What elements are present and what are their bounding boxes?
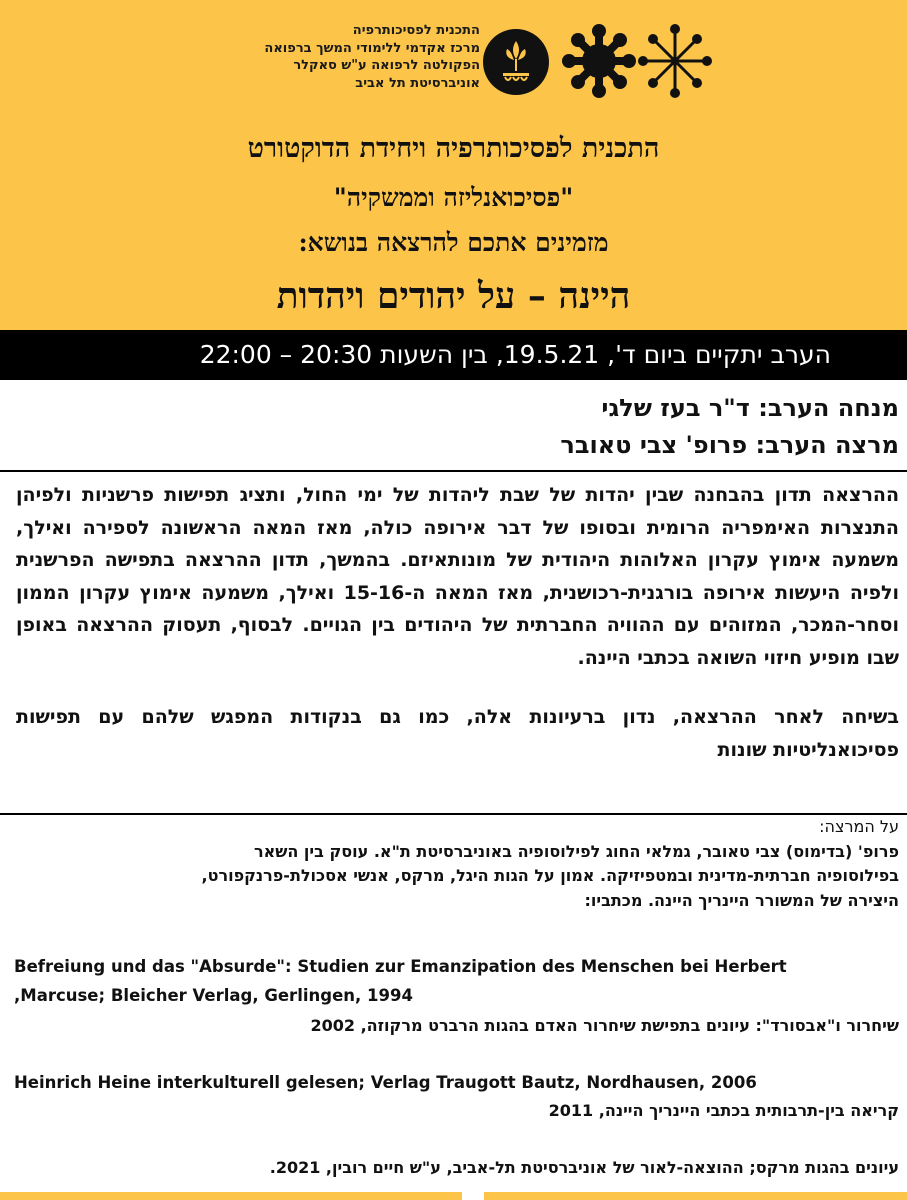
work-line: ,Marcuse; Bleicher Verlag, Gerlingen, 1994 [14,985,413,1005]
hosts-block [560,390,899,464]
org-line: הפקולטה לרפואה ע"ש סאקלר [293,58,480,73]
work-line: Befreiung und das "Absurde": Studien zur Emanzipation des Menschen bei Herbert [14,957,787,976]
footer-bar [484,1192,907,1200]
lecture-title: היינה – על יהודים ויהדות [276,275,631,317]
header-line-series: "פסיכואנליזה וממשקיה" [333,183,574,212]
date-banner: הערב יתקיים ביום ד', 19.5.21, בין השעות 20:30 – 22:00 [0,330,907,380]
tau-emblem-icon [481,27,551,97]
work-line: Heinrich Heine interkulturell gelesen; Verlag Traugott Bautz, Nordhausen, 2006 [14,1072,757,1092]
bio-line: היצירה של המשורר היינריך היינה. מכתביו: [584,890,899,910]
description-paragraph: בשיחה לאחר ההרצאה, נדון ברעיונות אלה, כמו גם בנקודות המפגש שלהם עם תפישות פסיכואנליטיות שונות [16,706,899,761]
lecture-description [16,479,899,766]
work-hebrew: שיחרור ו"אבסורד": עיונים בתפישת שיחרור האדם בהגות הרברט מרקוזה, 2002 [310,1016,899,1035]
header-line-invite: מזמינים אתכם להרצאה בנושא: [298,228,609,257]
org-line: התכנית לפסיכותרפיה [352,23,480,38]
bio-line: פרופ' (בדימוס) צבי טאובר, גמלאי החוג לפילוסופיה באוניברסיטת ת"א. עוסק בין השאר [253,841,899,861]
work-hebrew: קריאה בין-תרבותית בכתבי היינריך היינה, 2011 [548,1101,899,1120]
organization-block [228,22,480,92]
speaker-line: מרצה הערב: פרופ' צבי טאובר [560,431,899,459]
about-heading: על המרצה: [819,817,899,836]
divider [0,470,907,472]
org-line: מרכז אקדמי ללימודי המשך ברפואה [264,40,480,56]
org-line: אוניברסיטת תל אביב [355,75,480,91]
header-line-program: התכנית לפסיכותרפיה ויחידת הדוקטורט [247,133,660,164]
figures-circle-icon [557,19,717,103]
bio-line: בפילוסופיה חברתית-מדינית ובמטפיזיקה. אמון על הגות היגל, מרקס, אנשי אסכולת-פרנקפורט, [201,866,899,885]
description-paragraph: ההרצאה תדון בהבחנה שבין יהדות של שבת ליהדות של ימי החול, ותציג תפישות פרשניות ולפיהן התנצרות האימפריה הרומית ובסופו של דבר אירופה כולה, מאז המאה הראשונה לספירה ואילך, משמעה אימוץ עקרון האלוהות היהודית של מונותאיזם. בהמשך, תדון ההרצאה בתפישה הפרשנית ולפיה היעשות אירופה בורגנית-רכושנית, מאז המאה ה-15-16 ואילך, משמעה אימוץ עקרון הממון וסחר-המכר, המזוהים עם ההוויה החברתית של היהודים בין הגויים. לבסוף, תעסוק ההרצאה באופן שבו מופיע חיזוי השואה בכתבי היינה. [16,484,899,669]
about-speaker [14,815,899,1180]
moderator-line: מנחה הערב: ד"ר בעז שלגי [601,394,899,422]
footer-bar [0,1192,462,1200]
work-hebrew: עיונים בהגות מרקס; ההוצאה-לאור של אוניברסיטת תל-אביב, ע"ש חיים רובין, 2021. [269,1157,899,1177]
